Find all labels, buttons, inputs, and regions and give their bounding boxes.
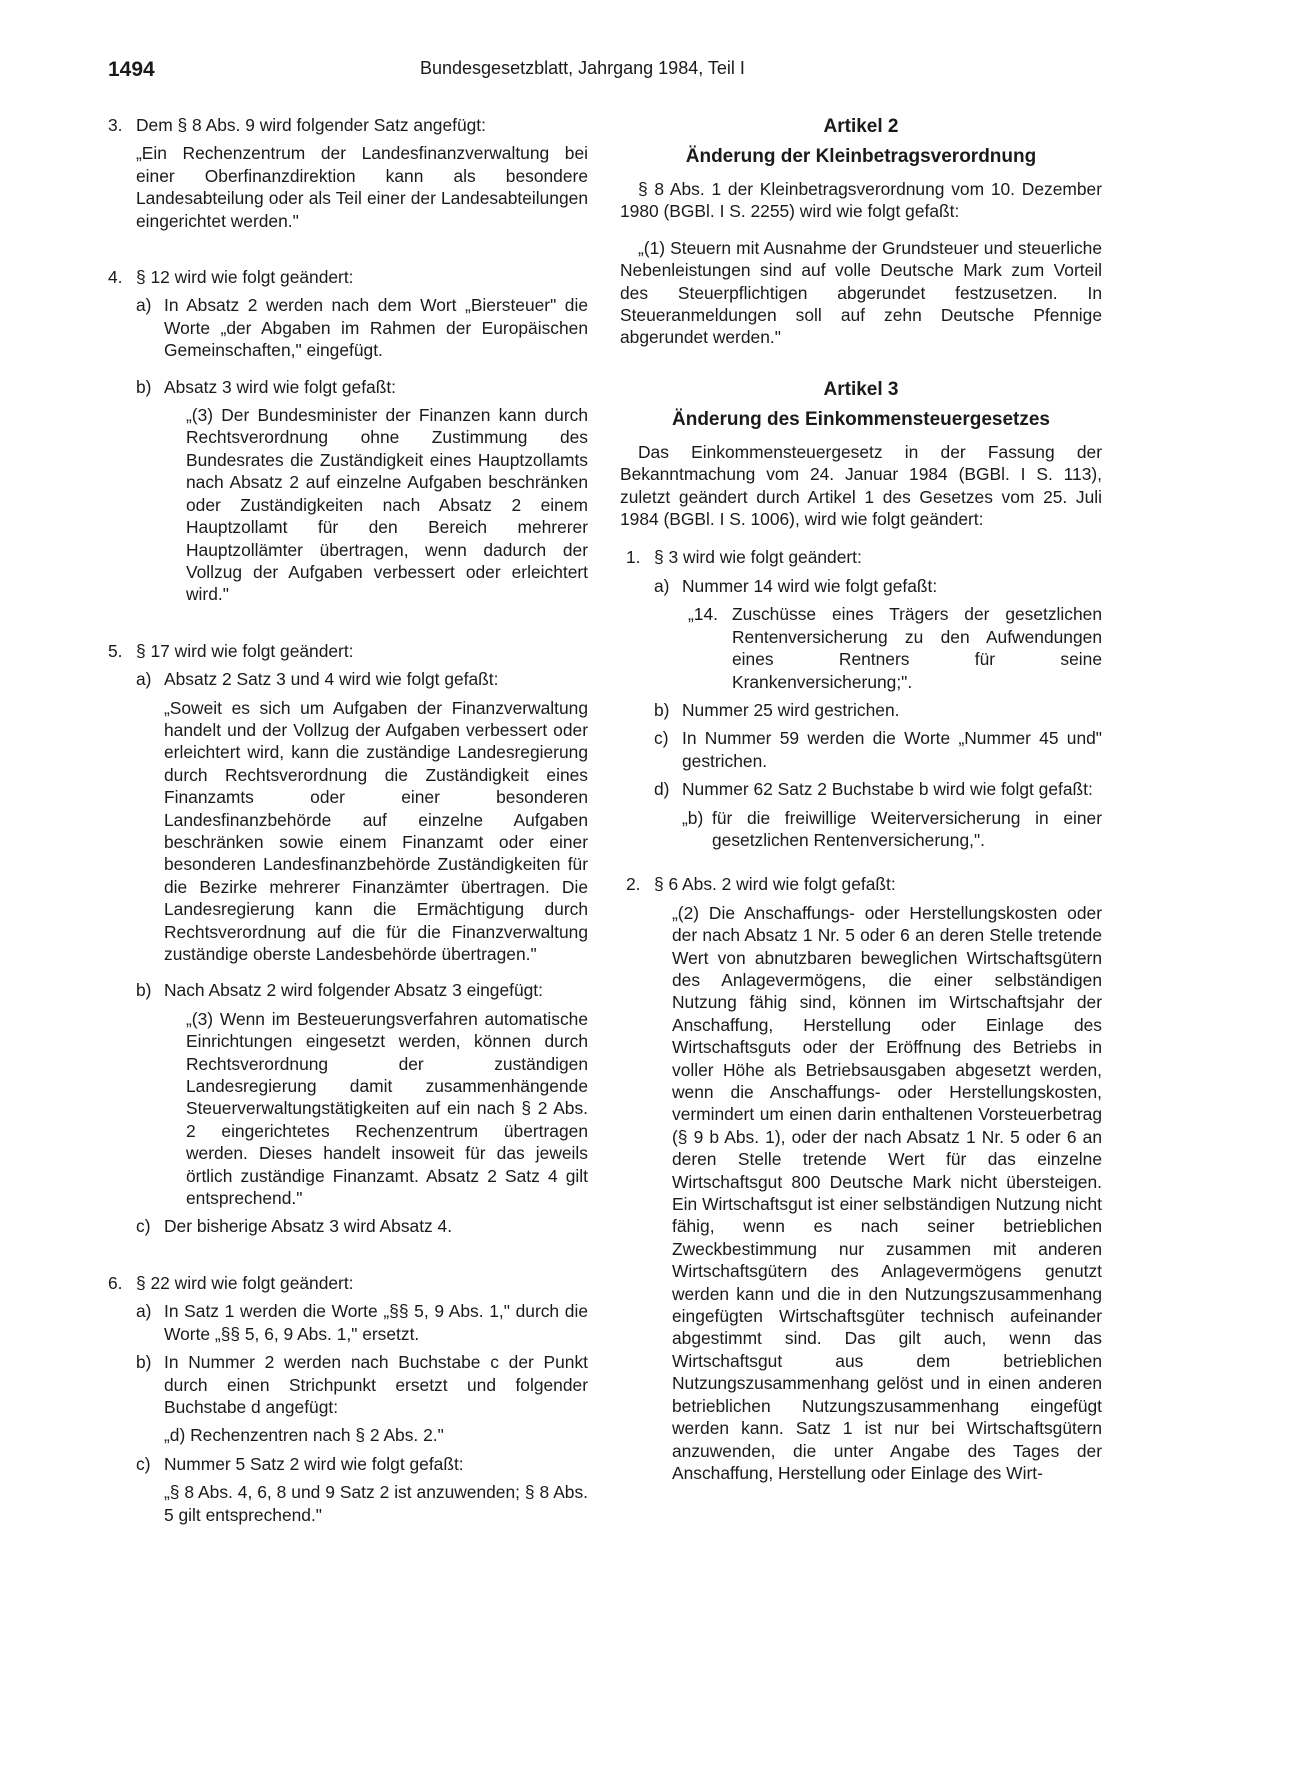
sub-item-quote: „§ 8 Abs. 4, 6, 8 und 9 Satz 2 ist anzuwenden; § 8 Abs. 5 gilt entsprechend." bbox=[164, 1482, 588, 1525]
sub-item-quote: „d) Rechenzentren nach § 2 Abs. 2." bbox=[164, 1425, 444, 1446]
item-number: 6. bbox=[108, 1272, 123, 1293]
item-number: 2. bbox=[626, 874, 641, 895]
sub-item-text: In Nummer 2 werden nach Buchstabe c der Punkt durch einen Strichpunkt ersetzt und folgender Buchstabe d angefügt: bbox=[164, 1352, 588, 1417]
item-text: § 3 wird wie folgt geändert: bbox=[654, 547, 862, 568]
quote-number: „14. bbox=[688, 604, 718, 625]
item-text: § 22 wird wie folgt geändert: bbox=[136, 1272, 354, 1293]
list-item-6 bbox=[108, 1272, 588, 1526]
list-item-5 bbox=[108, 640, 588, 1238]
article-subtitle: Änderung des Einkommensteuergesetzes bbox=[672, 408, 1050, 430]
article-subtitle: Änderung der Kleinbetragsverordnung bbox=[685, 146, 1037, 167]
list-item-2 bbox=[626, 873, 1102, 1484]
sub-item-b bbox=[136, 376, 588, 606]
sub-item-label: a) bbox=[136, 1301, 152, 1322]
sub-item-label: b) bbox=[136, 376, 152, 397]
list-item-3 bbox=[108, 114, 588, 232]
item-number: 3. bbox=[108, 115, 123, 135]
sub-item-label: a) bbox=[136, 295, 152, 316]
sub-item-label: c) bbox=[654, 728, 669, 749]
sub-item-b bbox=[136, 979, 588, 1209]
page-number: 1494 bbox=[108, 58, 155, 81]
item-text: § 6 Abs. 2 wird wie folgt gefaßt: bbox=[654, 874, 896, 895]
sub-item-text: Nummer 62 Satz 2 Buchstabe b wird wie folgt gefaßt: bbox=[682, 779, 1093, 800]
sub-item-a bbox=[654, 575, 1102, 693]
sub-item-text: Absatz 3 wird wie folgt gefaßt: bbox=[164, 376, 396, 397]
page-header bbox=[108, 58, 1192, 92]
list-item-4 bbox=[108, 266, 588, 606]
sub-item-quote bbox=[682, 807, 1102, 852]
article-2 bbox=[620, 114, 1102, 349]
item-text: § 12 wird wie folgt geändert: bbox=[136, 267, 354, 288]
sub-item-b bbox=[654, 699, 1102, 721]
item-quote: „Ein Rechenzentrum der Landesfinanzverwaltung bei einer Oberfinanzdirektion kann als besondere Landesabteilung oder als Teil einer der Landesabteilungen eingerichtet werden." bbox=[136, 143, 588, 231]
sub-item-b bbox=[136, 1351, 588, 1447]
sub-item-label: c) bbox=[136, 1216, 151, 1237]
sub-item-text: Absatz 2 Satz 3 und 4 wird wie folgt gefaßt: bbox=[164, 669, 499, 690]
article-title: Artikel 3 bbox=[823, 378, 899, 400]
quote-text: Zuschüsse eines Trägers der gesetzlichen Rentenversicherung zu den Aufwendungen eines Rentners für seine Krankenversicherung;". bbox=[732, 604, 1102, 692]
sub-item-label: c) bbox=[136, 1453, 151, 1474]
right-column bbox=[620, 114, 1102, 1490]
list-item-1 bbox=[626, 546, 1102, 851]
item-text: Dem § 8 Abs. 9 wird folgender Satz angefügt: bbox=[136, 115, 486, 135]
sub-item-text: Nummer 14 wird wie folgt gefaßt: bbox=[682, 575, 938, 596]
article-intro: § 8 Abs. 1 der Kleinbetragsverordnung vom 10. Dezember 1980 (BGBl. I S. 2255) wird wie folgt gefaßt: bbox=[620, 179, 1102, 222]
sub-item-text: In Satz 1 werden die Worte „§§ 5, 9 Abs. 1," durch die Worte „§§ 5, 6, 9 Abs. 1," ersetzt. bbox=[164, 1301, 588, 1344]
sub-item-text: Nach Absatz 2 wird folgender Absatz 3 eingefügt: bbox=[164, 980, 543, 1001]
article-3 bbox=[620, 377, 1102, 1484]
sub-item-label: d) bbox=[654, 779, 670, 800]
item-number: 4. bbox=[108, 267, 123, 288]
sub-item-label: b) bbox=[136, 980, 152, 1001]
sub-item-a bbox=[136, 1300, 588, 1345]
sub-item-label: a) bbox=[136, 669, 152, 690]
item-number: 5. bbox=[108, 640, 123, 661]
sub-item-a bbox=[136, 294, 588, 361]
item-text: § 17 wird wie folgt geändert: bbox=[136, 640, 354, 661]
sub-item-label: b) bbox=[136, 1352, 152, 1373]
sub-item-text: In Nummer 59 werden die Worte „Nummer 45 und" gestrichen. bbox=[682, 728, 1102, 771]
article-title: Artikel 2 bbox=[823, 116, 899, 137]
sub-item-quote: „(3) Wenn im Besteuerungsverfahren automatische Einrichtungen eingesetzt werden, können durch Rechtsverordnung der zuständigen Landesregierung damit zusammenhängende Steuerverwaltungstätigkeiten auf ein nach § 2 Abs. 2 eingerichtetes Rechenzentrum übertragen werden. Dieses handelt insoweit für das jeweils örtlich zuständige Finanzamt. Absatz 2 Satz 4 gilt entsprechend." bbox=[186, 1008, 588, 1209]
left-column bbox=[108, 114, 588, 1532]
sub-item-d bbox=[654, 778, 1102, 851]
running-head: Bundesgesetzblatt, Jahrgang 1984, Teil I bbox=[420, 58, 745, 78]
sub-item-c bbox=[136, 1453, 588, 1526]
sub-item-text: Nummer 25 wird gestrichen. bbox=[682, 699, 900, 720]
sub-item-text: Der bisherige Absatz 3 wird Absatz 4. bbox=[164, 1216, 453, 1237]
sub-item-text: Nummer 5 Satz 2 wird wie folgt gefaßt: bbox=[164, 1453, 464, 1474]
sub-item-a bbox=[136, 668, 588, 965]
sub-item-label: b) bbox=[654, 699, 670, 720]
sub-item-text: In Absatz 2 werden nach dem Wort „Biersteuer" die Worte „der Abgaben im Rahmen der Europäischen Gemeinschaften," eingefügt. bbox=[164, 295, 588, 361]
article-quote: „(1) Steuern mit Ausnahme der Grundsteuer und steuerliche Nebenleistungen sind auf volle Deutsche Mark zum Vorteil des Steuerpflichtigen abgerundet festzusetzen. In Steueranmeldungen soll auf zehn Deutsche Pfennige abgerundet werden." bbox=[620, 237, 1102, 348]
quote-text: für die freiwillige Weiterversicherung in einer gesetzlichen Rentenversicherung,". bbox=[712, 807, 1102, 850]
item-quote: „(2) Die Anschaffungs- oder Herstellungskosten oder der nach Absatz 1 Nr. 5 oder 6 an deren Stelle tretende Wert von abnutzbaren beweglichen Wirtschaftsgütern des Anlagevermögens, die einer selbständigen Nutzung fähig sind, können im Wirtschaftsjahr der Anschaffung, Herstellung oder Einlage des Wirtschaftsguts oder der Eröffnung des Betriebs in voller Höhe als Betriebsausgaben abgesetzt werden, wenn die Anschaffungs- oder Herstellungskosten, vermindert um einen darin enthaltenen Vorsteuerbetrag (§ 9 b Abs. 1), oder der nach Absatz 1 Nr. 5 oder 6 an deren Stelle tretende Wert für das einzelne Wirtschaftsgut 800 Deutsche Mark nicht übersteigen. Ein Wirtschaftsgut ist einer selbständigen Nutzung nicht fähig, wenn es nach seiner betrieblichen Zweckbestimmung nur zusammen mit anderen Wirtschaftsgütern des Anlagevermögens genutzt werden kann und die in den Nutzungszusammenhang eingefügten Wirtschaftsgüter technisch aufeinander abgestimmt sind. Das gilt auch, wenn das Wirtschaftsgut aus dem betrieblichen Nutzungszusammenhang gelöst und in einen anderen betrieblichen Nutzungszusammenhang eingefügt werden kann. Satz 1 ist nur bei Wirtschaftsgütern anzuwenden, die unter Angabe des Tages der Anschaffung, Herstellung oder Einlage des Wirt- bbox=[672, 902, 1102, 1483]
sub-item-c bbox=[136, 1215, 588, 1237]
sub-item-c bbox=[654, 727, 1102, 772]
quote-number: „b) bbox=[682, 807, 704, 828]
item-number: 1. bbox=[626, 547, 641, 568]
article-intro: Das Einkommensteuergesetz in der Fassung der Bekanntmachung vom 24. Januar 1984 (BGBl. I S. 113), zuletzt geändert durch Artikel 1 des Gesetzes vom 25. Juli 1984 (BGBl. I S. 1006), wird wie folgt geändert: bbox=[620, 441, 1102, 530]
sub-item-quote bbox=[688, 603, 1102, 693]
sub-item-quote: „Soweit es sich um Aufgaben der Finanzverwaltung handelt und der Vollzug der Aufgaben verbessert oder erleichtert wird, kann die zuständige Landesregierung durch Rechtsverordnung die Zuständigkeit eines Finanzamts oder einer besonderen Landesfinanzbehörde auf einzelne Aufgaben beschränken sowie einem Finanzamt oder einer besonderen Landesfinanzbehörde Zuständigkeiten für die Bezirke mehrerer Finanzämter übertragen. Die Landesregierung kann die Ermächtigung durch Rechtsverordnung auf die für die Finanzverwaltung zuständige oberste Landesbehörde übertragen." bbox=[164, 697, 588, 964]
sub-item-quote: „(3) Der Bundesminister der Finanzen kann durch Rechtsverordnung ohne Zustimmung des Bundesrates die Zuständigkeit eines Hauptzollamts nach Absatz 2 auf einzelne Aufgaben beschränken oder Zuständigkeiten nach Absatz 2 einem Hauptzollamt für den Bereich mehrerer Hauptzollämter übertragen, wenn dadurch der Vollzug der Aufgaben verbessert oder erleichtert wird." bbox=[186, 405, 588, 605]
sub-item-label: a) bbox=[654, 575, 670, 596]
